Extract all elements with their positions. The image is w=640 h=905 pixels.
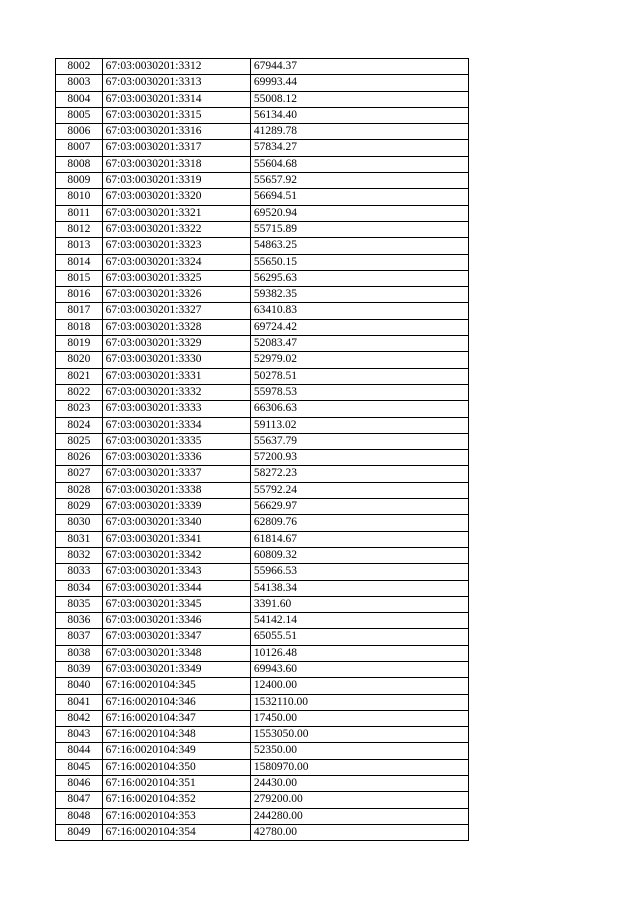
cadastral-value-cell: 62809.76 <box>250 515 468 531</box>
cadastral-value-cell: 56134.40 <box>250 107 468 123</box>
row-number-cell: 8049 <box>56 824 103 840</box>
table-row <box>56 303 469 319</box>
cadastral-number-cell: 67:03:0030201:3330 <box>102 352 250 368</box>
table-row <box>56 629 469 645</box>
cadastral-number-cell: 67:03:0030201:3320 <box>102 189 250 205</box>
row-number-cell: 8022 <box>56 384 103 400</box>
table-row <box>56 287 469 303</box>
cadastral-value-cell: 55966.53 <box>250 564 468 580</box>
row-number-cell: 8007 <box>56 140 103 156</box>
cadastral-value-cell: 52979.02 <box>250 352 468 368</box>
row-number-cell: 8027 <box>56 466 103 482</box>
cadastral-number-cell: 67:03:0030201:3317 <box>102 140 250 156</box>
row-number-cell: 8043 <box>56 727 103 743</box>
table-row <box>56 75 469 91</box>
table-body <box>56 59 469 841</box>
cadastral-number-cell: 67:03:0030201:3348 <box>102 645 250 661</box>
cadastral-value-cell: 55637.79 <box>250 433 468 449</box>
cadastral-number-cell: 67:03:0030201:3326 <box>102 287 250 303</box>
cadastral-number-cell: 67:03:0030201:3345 <box>102 596 250 612</box>
row-number-cell: 8047 <box>56 792 103 808</box>
table-row <box>56 824 469 840</box>
cadastral-value-cell: 41289.78 <box>250 124 468 140</box>
cadastral-number-cell: 67:16:0020104:346 <box>102 694 250 710</box>
row-number-cell: 8045 <box>56 759 103 775</box>
table-row <box>56 661 469 677</box>
table-row <box>56 613 469 629</box>
cadastral-number-cell: 67:03:0030201:3347 <box>102 629 250 645</box>
row-number-cell: 8038 <box>56 645 103 661</box>
row-number-cell: 8028 <box>56 482 103 498</box>
cadastral-number-cell: 67:03:0030201:3314 <box>102 91 250 107</box>
table-row <box>56 238 469 254</box>
cadastral-number-cell: 67:03:0030201:3328 <box>102 319 250 335</box>
cadastral-value-cell: 279200.00 <box>250 792 468 808</box>
cadastral-number-cell: 67:03:0030201:3342 <box>102 547 250 563</box>
row-number-cell: 8034 <box>56 580 103 596</box>
cadastral-value-cell: 55715.89 <box>250 221 468 237</box>
cadastral-number-cell: 67:03:0030201:3322 <box>102 221 250 237</box>
row-number-cell: 8019 <box>56 336 103 352</box>
table-row <box>56 368 469 384</box>
cadastral-number-cell: 67:03:0030201:3334 <box>102 417 250 433</box>
cadastral-number-cell: 67:03:0030201:3349 <box>102 661 250 677</box>
table-row <box>56 189 469 205</box>
row-number-cell: 8037 <box>56 629 103 645</box>
row-number-cell: 8011 <box>56 205 103 221</box>
row-number-cell: 8039 <box>56 661 103 677</box>
table-row <box>56 270 469 286</box>
table-row <box>56 727 469 743</box>
cadastral-value-cell: 55792.24 <box>250 482 468 498</box>
row-number-cell: 8017 <box>56 303 103 319</box>
cadastral-value-cell: 17450.00 <box>250 710 468 726</box>
cadastral-number-cell: 67:03:0030201:3346 <box>102 613 250 629</box>
row-number-cell: 8004 <box>56 91 103 107</box>
cadastral-number-cell: 67:03:0030201:3329 <box>102 336 250 352</box>
cadastral-number-cell: 67:03:0030201:3315 <box>102 107 250 123</box>
table-row <box>56 417 469 433</box>
cadastral-value-cell: 56629.97 <box>250 499 468 515</box>
cadastral-number-cell: 67:03:0030201:3312 <box>102 59 250 75</box>
table-row <box>56 596 469 612</box>
row-number-cell: 8008 <box>56 156 103 172</box>
cadastral-number-cell: 67:03:0030201:3319 <box>102 173 250 189</box>
row-number-cell: 8026 <box>56 450 103 466</box>
cadastral-value-cell: 60809.32 <box>250 547 468 563</box>
cadastral-value-cell: 52083.47 <box>250 336 468 352</box>
cadastral-number-cell: 67:16:0020104:350 <box>102 759 250 775</box>
cadastral-value-cell: 55978.53 <box>250 384 468 400</box>
row-number-cell: 8023 <box>56 401 103 417</box>
cadastral-value-cell: 66306.63 <box>250 401 468 417</box>
row-number-cell: 8035 <box>56 596 103 612</box>
table-row <box>56 759 469 775</box>
row-number-cell: 8036 <box>56 613 103 629</box>
cadastral-value-cell: 24430.00 <box>250 776 468 792</box>
cadastral-number-cell: 67:03:0030201:3313 <box>102 75 250 91</box>
cadastral-number-cell: 67:16:0020104:347 <box>102 710 250 726</box>
cadastral-value-cell: 67944.37 <box>250 59 468 75</box>
cadastral-value-cell: 55657.92 <box>250 173 468 189</box>
row-number-cell: 8012 <box>56 221 103 237</box>
row-number-cell: 8024 <box>56 417 103 433</box>
cadastral-number-cell: 67:16:0020104:353 <box>102 808 250 824</box>
row-number-cell: 8030 <box>56 515 103 531</box>
cadastral-number-cell: 67:03:0030201:3337 <box>102 466 250 482</box>
row-number-cell: 8042 <box>56 710 103 726</box>
row-number-cell: 8015 <box>56 270 103 286</box>
table-row <box>56 433 469 449</box>
cadastral-number-cell: 67:03:0030201:3316 <box>102 124 250 140</box>
cadastral-number-cell: 67:03:0030201:3339 <box>102 499 250 515</box>
cadastral-value-cell: 55650.15 <box>250 254 468 270</box>
table-row <box>56 808 469 824</box>
cadastral-value-cell: 55604.68 <box>250 156 468 172</box>
cadastral-value-cell: 63410.83 <box>250 303 468 319</box>
cadastral-number-cell: 67:16:0020104:348 <box>102 727 250 743</box>
cadastral-number-cell: 67:16:0020104:354 <box>102 824 250 840</box>
table-row <box>56 776 469 792</box>
table-row <box>56 401 469 417</box>
row-number-cell: 8025 <box>56 433 103 449</box>
table-row <box>56 645 469 661</box>
row-number-cell: 8018 <box>56 319 103 335</box>
table-row <box>56 156 469 172</box>
cadastral-value-cell: 57200.93 <box>250 450 468 466</box>
cadastral-number-cell: 67:03:0030201:3336 <box>102 450 250 466</box>
cadastral-number-cell: 67:03:0030201:3344 <box>102 580 250 596</box>
cadastral-number-cell: 67:03:0030201:3318 <box>102 156 250 172</box>
table-row <box>56 743 469 759</box>
cadastral-value-cell: 1553050.00 <box>250 727 468 743</box>
row-number-cell: 8033 <box>56 564 103 580</box>
row-number-cell: 8041 <box>56 694 103 710</box>
table-row <box>56 694 469 710</box>
row-number-cell: 8029 <box>56 499 103 515</box>
table-row <box>56 205 469 221</box>
cadastral-number-cell: 67:03:0030201:3343 <box>102 564 250 580</box>
cadastral-value-cell: 56295.63 <box>250 270 468 286</box>
cadastral-value-cell: 54863.25 <box>250 238 468 254</box>
table-row <box>56 482 469 498</box>
row-number-cell: 8021 <box>56 368 103 384</box>
row-number-cell: 8014 <box>56 254 103 270</box>
cadastral-value-cell: 55008.12 <box>250 91 468 107</box>
row-number-cell: 8002 <box>56 59 103 75</box>
row-number-cell: 8016 <box>56 287 103 303</box>
table-row <box>56 466 469 482</box>
cadastral-number-cell: 67:03:0030201:3335 <box>102 433 250 449</box>
cadastral-number-cell: 67:16:0020104:352 <box>102 792 250 808</box>
cadastral-value-cell: 244280.00 <box>250 808 468 824</box>
cadastral-value-cell: 42780.00 <box>250 824 468 840</box>
table-row <box>56 319 469 335</box>
cadastral-value-cell: 1532110.00 <box>250 694 468 710</box>
table-row <box>56 91 469 107</box>
cadastral-number-cell: 67:03:0030201:3325 <box>102 270 250 286</box>
cadastral-number-cell: 67:16:0020104:351 <box>102 776 250 792</box>
cadastral-number-cell: 67:03:0030201:3333 <box>102 401 250 417</box>
cadastral-value-cell: 3391.60 <box>250 596 468 612</box>
cadastral-value-cell: 61814.67 <box>250 531 468 547</box>
cadastral-number-cell: 67:16:0020104:345 <box>102 678 250 694</box>
cadastral-number-cell: 67:03:0030201:3338 <box>102 482 250 498</box>
cadastral-number-cell: 67:03:0030201:3324 <box>102 254 250 270</box>
row-number-cell: 8032 <box>56 547 103 563</box>
cadastral-number-cell: 67:03:0030201:3341 <box>102 531 250 547</box>
row-number-cell: 8009 <box>56 173 103 189</box>
row-number-cell: 8005 <box>56 107 103 123</box>
cadastral-value-cell: 65055.51 <box>250 629 468 645</box>
cadastral-value-cell: 59113.02 <box>250 417 468 433</box>
row-number-cell: 8040 <box>56 678 103 694</box>
cadastral-number-cell: 67:16:0020104:349 <box>102 743 250 759</box>
row-number-cell: 8013 <box>56 238 103 254</box>
table-row <box>56 710 469 726</box>
table-row <box>56 221 469 237</box>
cadastral-value-cell: 57834.27 <box>250 140 468 156</box>
cadastral-value-cell: 50278.51 <box>250 368 468 384</box>
cadastral-number-cell: 67:03:0030201:3340 <box>102 515 250 531</box>
row-number-cell: 8006 <box>56 124 103 140</box>
table-row <box>56 254 469 270</box>
table-row <box>56 107 469 123</box>
cadastral-number-cell: 67:03:0030201:3331 <box>102 368 250 384</box>
row-number-cell: 8046 <box>56 776 103 792</box>
table-row <box>56 384 469 400</box>
table-row <box>56 59 469 75</box>
cadastral-number-cell: 67:03:0030201:3327 <box>102 303 250 319</box>
cadastral-value-cell: 69993.44 <box>250 75 468 91</box>
cadastral-number-cell: 67:03:0030201:3323 <box>102 238 250 254</box>
row-number-cell: 8020 <box>56 352 103 368</box>
cadastral-value-table <box>55 58 469 841</box>
cadastral-value-cell: 54138.34 <box>250 580 468 596</box>
row-number-cell: 8010 <box>56 189 103 205</box>
row-number-cell: 8031 <box>56 531 103 547</box>
table-row <box>56 547 469 563</box>
table-row <box>56 499 469 515</box>
table-row <box>56 515 469 531</box>
cadastral-value-cell: 1580970.00 <box>250 759 468 775</box>
table-row <box>56 450 469 466</box>
cadastral-value-cell: 59382.35 <box>250 287 468 303</box>
cadastral-value-cell: 58272.23 <box>250 466 468 482</box>
cadastral-number-cell: 67:03:0030201:3321 <box>102 205 250 221</box>
cadastral-value-cell: 12400.00 <box>250 678 468 694</box>
row-number-cell: 8044 <box>56 743 103 759</box>
cadastral-value-cell: 56694.51 <box>250 189 468 205</box>
cadastral-number-cell: 67:03:0030201:3332 <box>102 384 250 400</box>
row-number-cell: 8048 <box>56 808 103 824</box>
cadastral-value-cell: 52350.00 <box>250 743 468 759</box>
cadastral-value-cell: 69724.42 <box>250 319 468 335</box>
table-row <box>56 792 469 808</box>
table-row <box>56 580 469 596</box>
table-row <box>56 352 469 368</box>
table-row <box>56 531 469 547</box>
table-row <box>56 678 469 694</box>
table-row <box>56 336 469 352</box>
cadastral-value-cell: 69943.60 <box>250 661 468 677</box>
cadastral-value-cell: 10126.48 <box>250 645 468 661</box>
table-row <box>56 173 469 189</box>
row-number-cell: 8003 <box>56 75 103 91</box>
table-row <box>56 564 469 580</box>
table-row <box>56 140 469 156</box>
cadastral-value-cell: 69520.94 <box>250 205 468 221</box>
cadastral-value-cell: 54142.14 <box>250 613 468 629</box>
table-row <box>56 124 469 140</box>
